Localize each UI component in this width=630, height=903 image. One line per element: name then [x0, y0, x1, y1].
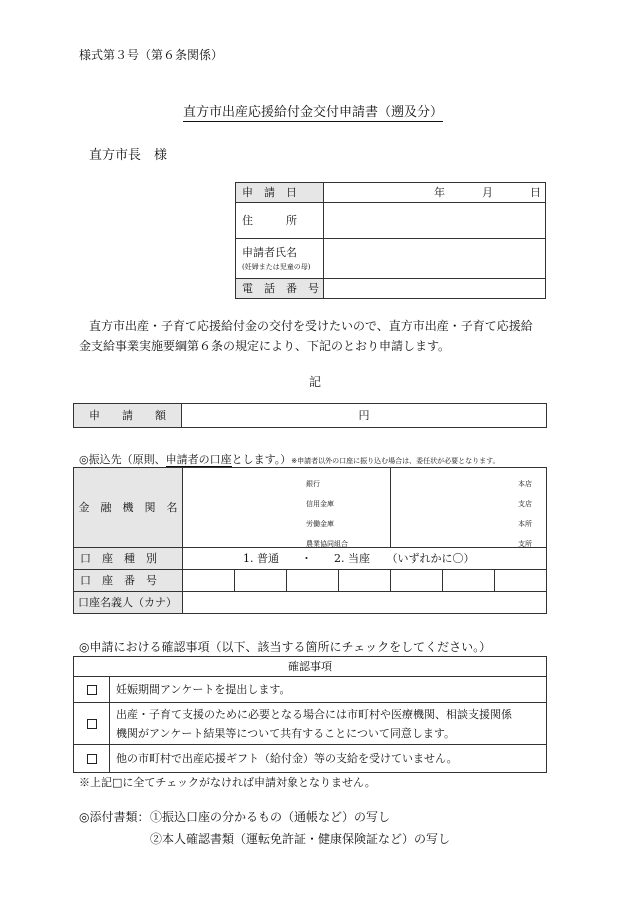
- bank-type-shinkin: 信用金庫: [306, 500, 334, 508]
- bank-type-bank: 銀行: [306, 480, 320, 488]
- transfer-note: ※申請者以外の口座に振り込む場合は、委任状が必要となります。: [291, 457, 500, 465]
- branch-types: [518, 474, 532, 554]
- confirm-item-2: [110, 703, 547, 745]
- bank-types: [306, 474, 348, 554]
- confirm-footnote: ※上記□に全てチェックがなければ申請対象となりません。: [79, 776, 376, 789]
- date-day: 日: [530, 186, 541, 199]
- confirm-checkbox-3[interactable]: [74, 745, 110, 773]
- confirm-checkbox-2[interactable]: [74, 703, 110, 745]
- confirm-table-header: 確認事項: [74, 657, 547, 677]
- account-digit-3[interactable]: [287, 570, 339, 592]
- attachment-item-1: ①振込口座の分かるもの（通帳など）の写し: [150, 810, 391, 824]
- confirm-item-3: 他の市町村で出産応援ギフト（給付金）等の支給を受けていません。: [110, 745, 547, 773]
- bank-type-rokin: 労働金庫: [306, 520, 334, 528]
- confirm-item-2-line2: 機関がアンケート結果等について共有することについて同意します。: [116, 726, 456, 740]
- amount-unit: 円: [358, 408, 370, 422]
- phone-field[interactable]: [324, 279, 546, 299]
- address-label: 住 所: [236, 203, 324, 239]
- body-text-line2: 金支給事業実施要綱第６条の規定により、下記のとおり申請します。: [79, 339, 451, 353]
- branch-type-honten: 本店: [518, 480, 532, 488]
- attachments-label: ◎添付書類：: [79, 810, 150, 824]
- address-field[interactable]: [324, 203, 546, 239]
- account-digit-7[interactable]: [495, 570, 547, 592]
- transfer-heading-underline: 申請者の口座: [165, 453, 232, 466]
- date-year: 年: [434, 186, 445, 199]
- confirm-heading: ◎申請における確認事項（以下、該当する箇所にチェックをしてください。）: [79, 640, 492, 654]
- account-number-label: 口 座 番 号: [74, 570, 183, 592]
- amount-label: 申 請 額: [74, 404, 182, 428]
- confirm-checkbox-1[interactable]: [74, 677, 110, 703]
- date-field[interactable]: [324, 183, 546, 203]
- attachment-item-2: ②本人確認書類（運転免許証・健康保険証など）の写し: [150, 832, 451, 846]
- applicant-table: [235, 182, 546, 299]
- page-title: 直方市出産応援給付金交付申請書（遡及分）: [183, 105, 444, 120]
- transfer-heading-prefix: ◎振込先（原則、: [79, 453, 166, 466]
- name-field[interactable]: [324, 239, 546, 279]
- account-holder-field[interactable]: [183, 592, 547, 614]
- bank-type-ja: 農業協同組合: [306, 540, 348, 548]
- account-holder-label: 口座名義人（カナ）: [74, 592, 183, 614]
- branch-name-field[interactable]: [391, 468, 547, 548]
- branch-type-shisho: 支所: [518, 540, 532, 548]
- body-text-line1: 直方市出産・子育て応援給付金の交付を受けたいので、直方市出産・子育て応援給: [89, 319, 533, 333]
- name-label: 申請者氏名: [242, 245, 297, 259]
- branch-type-honsho: 本所: [518, 520, 532, 528]
- bank-label: 金 融 機 関 名: [74, 468, 183, 548]
- date-month: 月: [482, 186, 493, 199]
- confirm-item-1: 妊娠期間アンケートを提出します。: [110, 677, 547, 703]
- name-note: (妊婦または児童の母): [242, 262, 311, 271]
- form-number: 様式第３号（第６条関係）: [79, 48, 224, 62]
- account-digit-4[interactable]: [339, 570, 391, 592]
- addressee: 直方市長 様: [89, 148, 168, 163]
- account-digit-1[interactable]: [183, 570, 235, 592]
- account-digit-2[interactable]: [235, 570, 287, 592]
- amount-table: [73, 403, 547, 428]
- name-label-cell: [236, 239, 324, 279]
- confirm-item-2-line1: 出産・子育て支援のために必要となる場合には市町村や医療機関、相談支援関係: [116, 707, 512, 721]
- bank-name-field[interactable]: [183, 468, 391, 548]
- confirm-table: [73, 656, 547, 773]
- transfer-heading-suffix: とします。）: [231, 453, 292, 466]
- transfer-heading: [79, 454, 500, 465]
- bank-table: [73, 467, 547, 614]
- account-digit-5[interactable]: [391, 570, 443, 592]
- account-type-label: 口 座 種 別: [74, 548, 183, 570]
- account-digit-6[interactable]: [443, 570, 495, 592]
- amount-field[interactable]: [182, 404, 547, 428]
- branch-type-shiten: 支店: [518, 500, 532, 508]
- ki-label: 記: [309, 375, 322, 389]
- account-type-options[interactable]: 1. 普通 ・ 2. 当座 （いずれかに〇）: [183, 548, 547, 570]
- phone-label: 電 話 番 号: [236, 279, 324, 299]
- date-label: 申 請 日: [236, 183, 324, 203]
